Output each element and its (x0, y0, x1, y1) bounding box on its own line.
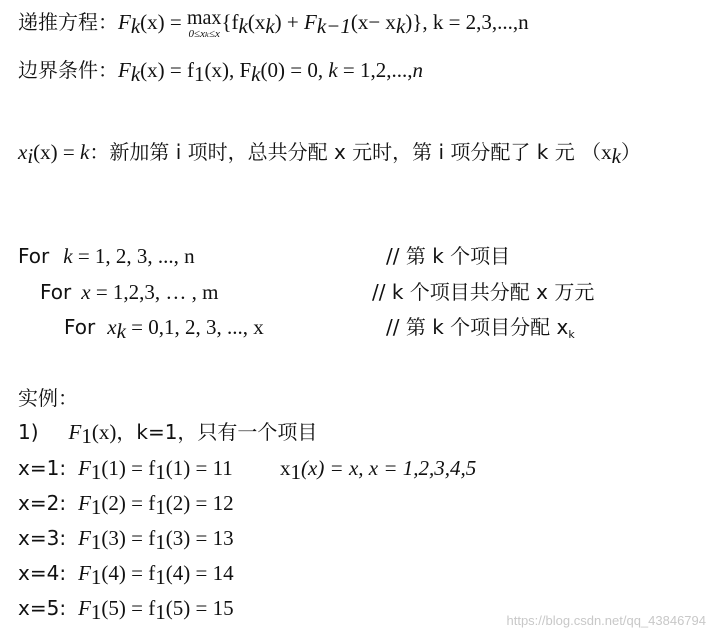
example-label: 实例： (18, 386, 78, 410)
row-2: x=2: $F_1(2) = f_1(2) = 12$ (18, 491, 234, 519)
loop-k: For k = 1, 2, 3, ..., n (18, 244, 195, 268)
max-operator: max 0≤xₖ≤x (187, 7, 222, 40)
recurrence-label: 递推方程： (18, 10, 118, 34)
definition-text: ：新加第 i 项时，总共分配 x 元时，第 i 项分配了 k 元 （ (89, 140, 602, 164)
boundary-label: 边界条件： (18, 58, 118, 82)
row-5: x=5: $F_1(5) = f_1(5) = 15$ (18, 596, 234, 624)
case-line: 1) $F_1(x)$，k=1，只有一个项目 (18, 420, 318, 448)
watermark: https://blog.csdn.net/qq_43846794 (506, 613, 706, 628)
boundary-condition: 边界条件：$F_k(x) = f_1(x)$, $F_k(0) = 0$, k = 1,2,...,n (18, 58, 423, 86)
loop-x-comment: // k 个项目共分配 x 万元 (372, 280, 595, 304)
definition-line: $x_i(x) = k$：新加第 i 项时，总共分配 x 元时，第 i 项分配了 k 元 $(x_k)$ (18, 140, 641, 168)
loop-xk-comment: // 第 k 个项目分配 $x_k$ (386, 315, 575, 341)
loop-x: For x = 1,2,3, … , m (40, 280, 219, 304)
row-4: x=4: $F_1(4) = f_1(4) = 14$ (18, 561, 234, 589)
recurrence-equation: 递推方程：$F_k(x)$ = max 0≤xₖ≤x $\{f_k(x_k) + F_{k-1}(x- x_k)\}$, k = 2,3,...,n (18, 7, 529, 40)
side-formula: $x_1(x) = x$, x = 1,2,3,4,5 (280, 456, 477, 484)
row-3: x=3: $F_1(3) = f_1(3) = 13$ (18, 526, 234, 554)
loop-k-comment: // 第 k 个项目 (386, 244, 511, 268)
loop-xk: For $x_k = 0,1$, 2, 3, ..., x (64, 315, 264, 343)
row-1: x=1: $F_1(1) = f_1(1) = 11$ (18, 456, 233, 484)
